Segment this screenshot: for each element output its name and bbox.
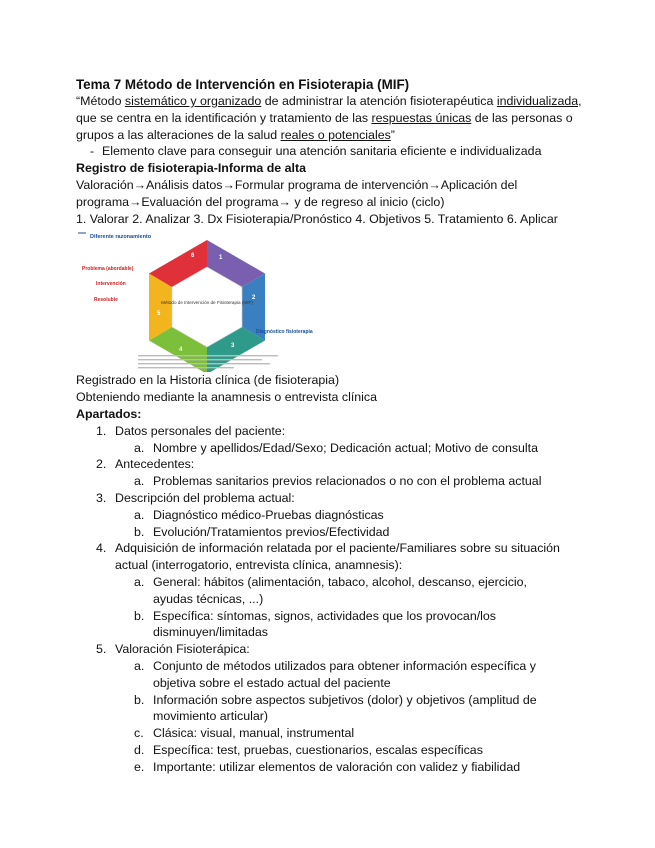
quote-line-3 [76,127,576,144]
quote-text: de las personas o [471,110,573,125]
quote-underlined-text: sistemático y organizado [124,94,262,108]
subitem-marker: b. [134,608,145,623]
bullet-text: Elemento clave para conseguir una atención sanitaria eficiente e individualizada [102,144,542,159]
subitem-marker: a. [134,658,145,673]
subitem-marker: b. [134,692,145,707]
segment-number-5: 5 [157,311,161,318]
footnote-line [138,355,278,356]
apartado-item [76,641,576,658]
subitem-marker: a. [134,474,145,489]
footnote-line [138,359,262,360]
bullet-item [76,143,576,160]
process-line-1: Valoración→Análisis datos→Formular programa de intervención→Aplicación del [76,177,518,192]
registered-line-1: Registrado en la Historia clínica (de fisioterapia) [76,373,340,388]
item-number: 5. [96,642,107,657]
apartados-list [76,423,576,776]
page-title: Tema 7 Método de Intervención en Fisioterapia (MIF) [76,77,410,92]
segment-number-6: 6 [191,253,195,260]
subitem-marker: e. [134,759,145,774]
subitem-text: General: hábitos (alimentación, tabaco, alcohol, descanso, ejercicio, ayudas técnicas, ...) [153,574,527,606]
dash-marker: - [90,144,95,159]
apartado-item [76,423,576,440]
section-heading-registro: Registro de fisioterapia-Informa de alta [76,161,306,176]
item-number: 4. [96,541,107,556]
apartado-subitem [76,608,558,642]
process-line-2: programa→Evaluación del programa→ y de regreso al inicio (ciclo) [76,194,445,209]
item-text: Adquisición de información relatada por el paciente/Familiares sobre su situación actual (interrogatorio, entrevista clínica, anamnesis): [115,541,560,573]
apartado-subitem [76,524,576,541]
subitem-text: Nombre y apellidos/Edad/Sexo; Dedicación actual; Motivo de consulta [153,440,539,455]
segment-number-4: 4 [179,347,183,354]
subitem-marker: a. [134,507,145,522]
quote-underlined-text: respuestas únicas [371,110,472,125]
mif-hexagon-diagram [76,229,316,372]
subitem-text: Específica: test, pruebas, cuestionarios, escalas específicas [153,742,483,757]
subitem-text: Evolución/Tratamientos previos/Efectividad [153,524,390,539]
subitem-marker: d. [134,742,145,757]
subitem-text: Información sobre aspectos subjetivos (dolor) y objetivos (amplitud de movimiento articular) [153,692,537,724]
registered-line-2: Obteniendo mediante la anamnesis o entrevista clínica [76,390,377,405]
item-text: Datos personales del paciente: [115,423,286,438]
subitem-marker: c. [134,726,144,741]
subitem-text: Problemas sanitarios previos relacionados o no con el problema actual [153,474,542,489]
apartado-subitem [76,440,576,457]
subitem-text: Específica: síntomas, signos, actividades que los provocan/los disminuyen/limitadas [153,608,496,640]
steps-line: 1. Valorar 2. Analizar 3. Dx Fisioterapia/Pronóstico 4. Objetivos 5. Tratamiento 6. Aplicar [76,211,558,226]
apartado-item [76,456,576,473]
subitem-text: Diagnóstico médico-Pruebas diagnósticas [153,507,384,522]
apartados-heading: Apartados: [76,406,142,421]
item-number: 3. [96,490,107,505]
quote-line-2 [76,110,576,127]
apartado-item [76,540,590,574]
apartado-subitem [76,725,576,742]
subitem-text: Importante: utilizar elementos de valoración con validez y fiabilidad [153,759,521,774]
hexagon-center-text: Método de Intervención de Fisioterapia (MIF) [161,300,253,306]
figure-top-label: Diferente razonamiento [90,234,152,241]
item-text: Descripción del problema actual: [115,490,295,505]
hexagon-ring [149,240,265,372]
footnote-line [138,367,234,368]
mif-cycle-figure [76,229,576,372]
quote-text: grupos a las alteraciones de la salud [76,127,281,142]
quote-underlined-text: reales o potenciales [280,127,391,142]
apartado-subitem [76,742,576,759]
item-text: Valoración Fisioterápica: [115,642,250,657]
quote-text: de administrar la atención fisioterapéutica [261,94,497,108]
segment-number-1: 1 [219,255,223,262]
quote-text: ” [390,127,395,142]
footnote-line [138,363,270,364]
subitem-text: Clásica: visual, manual, instrumental [153,726,355,741]
apartado-subitem [76,692,558,726]
figure-right-label: Diagnóstico fisioterapia [256,329,313,336]
item-text: Antecedentes: [115,457,195,472]
item-number: 2. [96,457,107,472]
apartado-subitem [76,507,576,524]
quote-text: que se centra en la identificación y tratamiento de las [76,110,372,125]
apartado-subitem [76,658,563,692]
quote-underlined-text: individualizada, [496,94,582,108]
figure-left-label-1: Problema (abordable) [82,266,134,273]
figure-left-label-3: Resoluble [94,297,118,304]
apartado-subitem [76,759,576,776]
quote-text: “Método [76,94,125,108]
subitem-text: Conjunto de métodos utilizados para obtener información específica y objetiva sobre el estado actual del paciente [153,658,536,690]
figure-left-label-2: Intervención [96,281,126,288]
subitem-marker: a. [134,574,145,589]
apartado-subitem [76,574,558,608]
subitem-marker: a. [134,440,145,455]
apartado-item [76,490,576,507]
segment-number-2: 2 [252,295,256,302]
quote-line-1 [76,93,582,110]
apartado-subitem [76,473,576,490]
item-number: 1. [96,423,107,438]
document-page [76,76,582,776]
segment-number-3: 3 [231,343,235,350]
subitem-marker: b. [134,524,145,539]
